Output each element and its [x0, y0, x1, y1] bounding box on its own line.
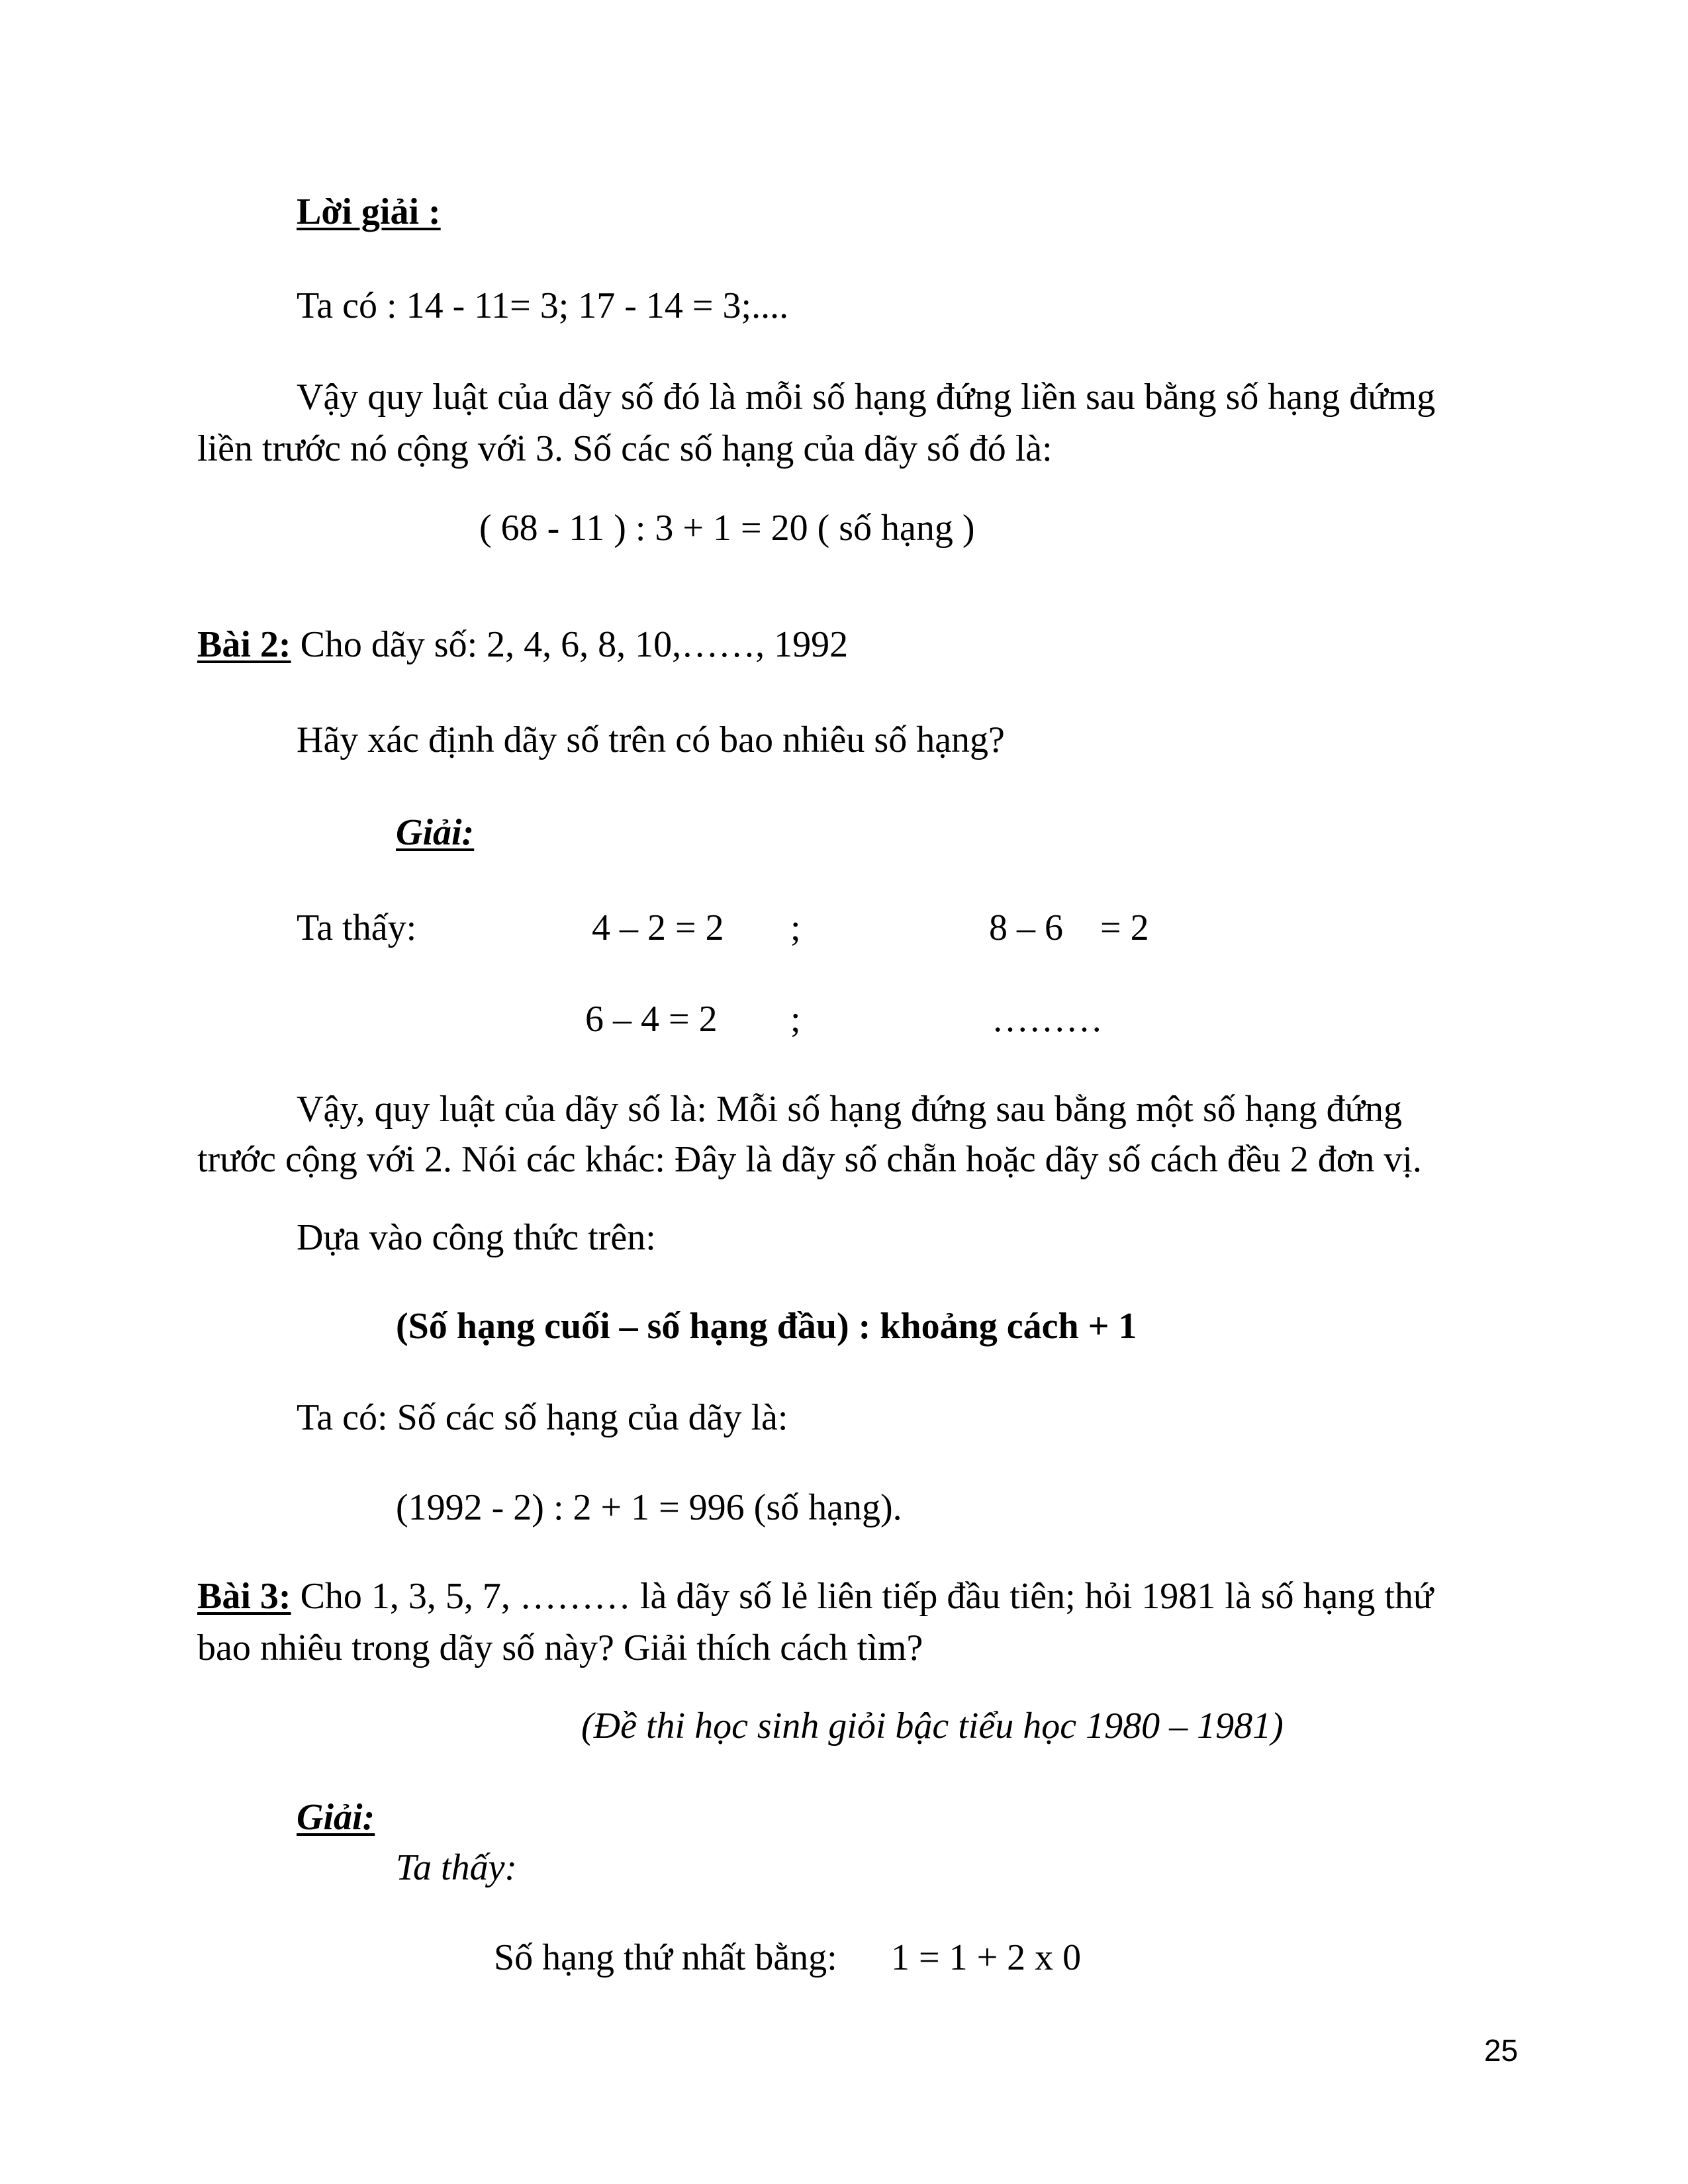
bai2-row2-sep: ;	[790, 999, 801, 1040]
bai2-ta-thay: Ta thấy:	[297, 907, 417, 948]
bai2-row2-right: ………	[992, 999, 1103, 1040]
bai3-source: (Đề thi học sinh giỏi bậc tiểu học 1980 – 1981)	[581, 1706, 1284, 1747]
bai3-ta-thay: Ta thấy:	[396, 1847, 518, 1888]
bai2-result: (1992 - 2) : 2 + 1 = 996 (số hạng).	[396, 1487, 902, 1528]
bai2-para-line1: Vậy, quy luật của dãy số là: Mỗi số hạng đứng sau bằng một số hạng đứng	[297, 1089, 1402, 1130]
bai2-ta-co: Ta có: Số các số hạng của dãy là:	[297, 1397, 788, 1438]
loi-giai-para-line1: Vậy quy luật của dãy số đó là mỗi số hạng đứng liền sau bằng số hạng đứmg	[297, 377, 1436, 418]
bai2-row1-sep: ;	[790, 907, 801, 948]
bai2-para-line2: trước cộng với 2. Nói các khác: Đây là dãy số chẵn hoặc dãy số cách đều 2 đơn vị.	[197, 1139, 1422, 1180]
bai2-giai-label: Giải:	[396, 812, 475, 853]
bai2-question: Cho dãy số: 2, 4, 6, 8, 10,……, 1992	[291, 624, 849, 665]
bai2-row1-left: 4 – 2 = 2	[592, 907, 724, 948]
bai3-first-term-label: Số hạng thứ nhất bằng:	[494, 1937, 837, 1978]
loi-giai-para-line2: liền trước nó cộng với 3. Số các số hạng của dãy số đó là:	[197, 428, 1053, 469]
loi-giai-line1: Ta có : 14 - 11= 3; 17 - 14 = 3;....	[297, 285, 789, 326]
loi-giai-formula: ( 68 - 11 ) : 3 + 1 = 20 ( số hạng )	[479, 508, 975, 549]
bai2-ask: Hãy xác định dãy số trên có bao nhiêu số hạng?	[297, 719, 1005, 760]
bai2-row2-left: 6 – 4 = 2	[585, 999, 718, 1040]
bai2-label: Bài 2:	[197, 624, 291, 665]
bai2-formula-bold: (Số hạng cuối – số hạng đầu) : khoảng cách + 1	[396, 1306, 1137, 1347]
page-number: 25	[1484, 2033, 1519, 2068]
bai3-question-line1: Cho 1, 3, 5, 7, ……… là dãy số lẻ liên tiếp đầu tiên; hỏi 1981 là số hạng thứ	[291, 1576, 1434, 1617]
bai3-giai-label: Giải:	[297, 1797, 375, 1838]
loi-giai-heading: Lời giải :	[297, 191, 441, 232]
bai2-dua-vao: Dựa vào công thức trên:	[297, 1217, 656, 1258]
bai3-label: Bài 3:	[197, 1576, 291, 1617]
bai2-question-line	[197, 623, 848, 666]
bai2-row1-right: 8 – 6 = 2	[989, 907, 1149, 948]
bai3-first-term-value: 1 = 1 + 2 x 0	[891, 1937, 1082, 1978]
bai3-question-line1-wrap	[197, 1575, 1433, 1617]
bai3-question-line2: bao nhiêu trong dãy số này? Giải thích cách tìm?	[197, 1627, 923, 1668]
